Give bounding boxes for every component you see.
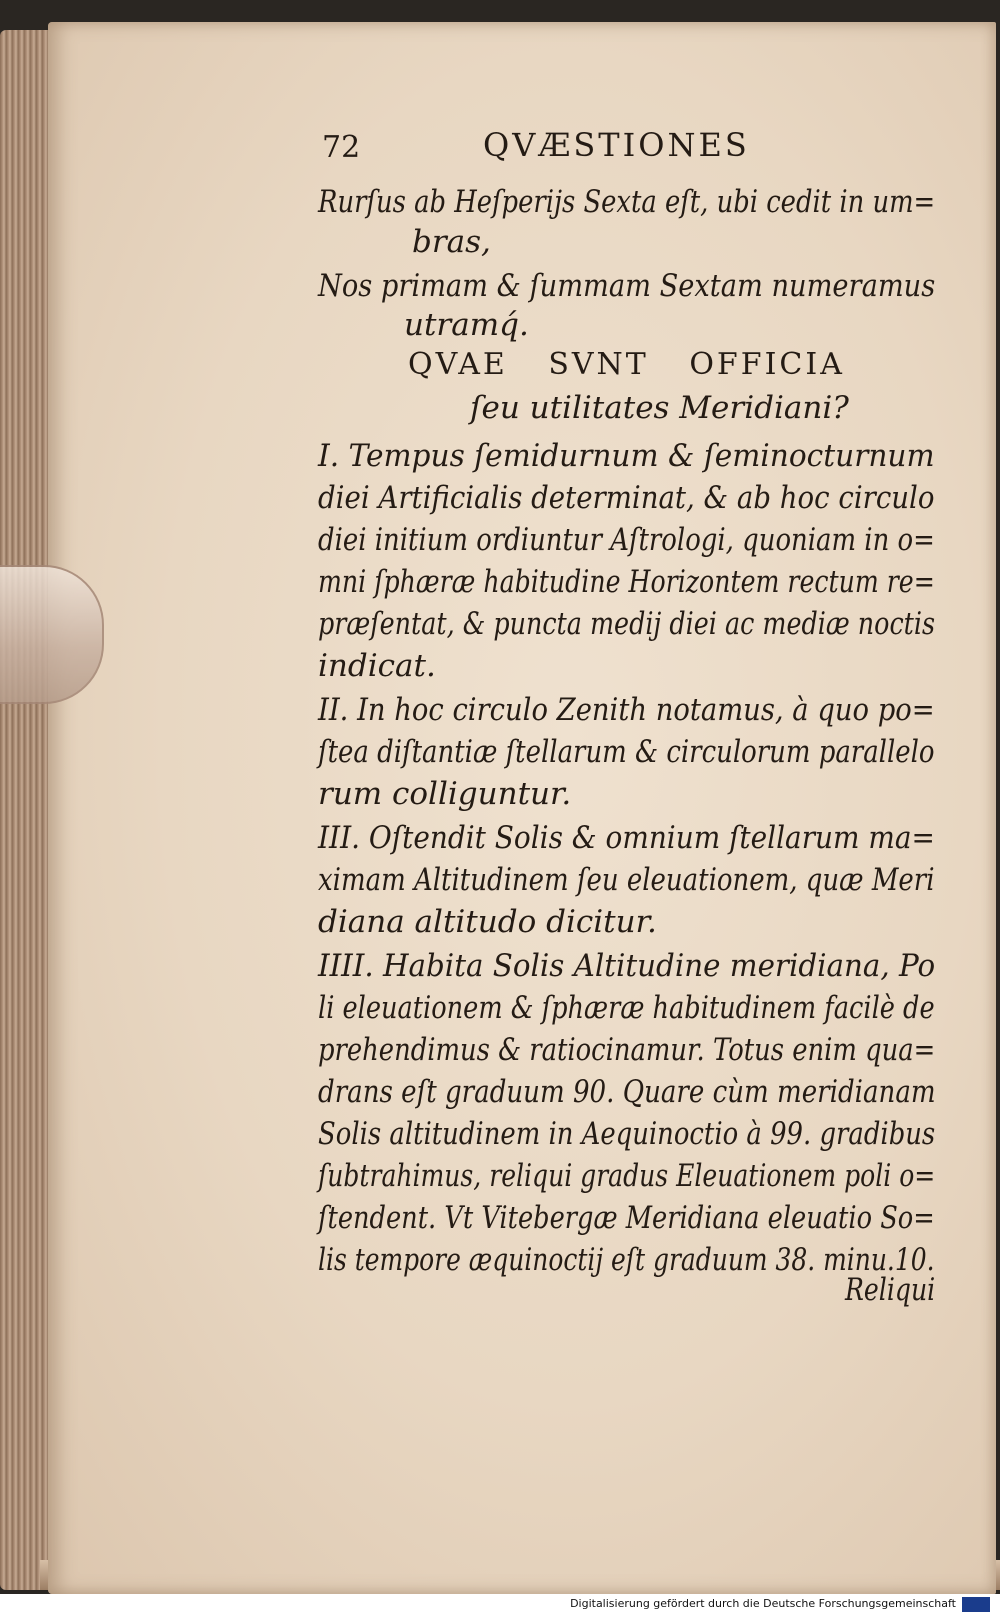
verse-line: bras, <box>412 224 491 260</box>
book-clamp <box>0 565 104 704</box>
body-line: IIII. Habita Solis Altitudine meridiana, Po <box>318 948 936 984</box>
catchword: Reliqui <box>845 1272 936 1308</box>
running-title: QVÆSTIONES <box>483 126 750 164</box>
body-line: mni ſphæræ habitudine Horizontem rectum re= <box>318 564 935 600</box>
body-line: drans eſt graduum 90. Quare cùm meridianam <box>318 1074 936 1110</box>
body-line: II. In hoc circulo Zenith notamus, à quo po= <box>318 692 935 728</box>
body-line: prehendimus & ratiocinamur. Totus enim qua= <box>318 1032 936 1068</box>
verse-line: utramq́. <box>404 307 529 343</box>
funding-credit: Digitalisierung gefördert durch die Deutsche Forschungsgemeinschaft <box>570 1597 956 1610</box>
body-line: indicat. <box>318 648 436 684</box>
section-heading: QVAE SVNT OFFICIA <box>408 347 845 382</box>
body-line: li eleuationem & ſphæræ habitudinem facilè de <box>318 990 935 1026</box>
body-line: III. Oſtendit Solis & omnium ſtellarum ma= <box>318 820 935 856</box>
body-line: Solis altitudinem in Aequinoctio à 99. gradibus <box>318 1116 936 1152</box>
section-subheading: ſeu utilitates Meridiani? <box>470 390 849 426</box>
body-line: diana altitudo dicitur. <box>318 904 657 940</box>
page-number: 72 <box>322 130 361 165</box>
body-line: præſentat, & puncta medij diei ac mediæ noctis <box>318 606 936 642</box>
body-line: ſtea diſtantiæ ſtellarum & circulorum parallelo <box>318 734 935 770</box>
body-line: lis tempore æquinoctij eſt graduum 38. minu.10. <box>318 1242 935 1278</box>
body-line: ximam Altitudinem ſeu eleuationem, quæ Meri <box>318 862 935 898</box>
body-line: diei Artificialis determinat, & ab hoc circulo <box>318 480 935 516</box>
verse-line: Rurſus ab Heſperijs Sexta eſt, ubi cedit in um= <box>318 184 936 220</box>
body-line: ſtendent. Vt Vitebergæ Meridiana eleuatio So= <box>318 1200 935 1236</box>
body-line: diei initium ordiuntur Aſtrologi, quoniam in o= <box>318 522 935 558</box>
body-line: rum colliguntur. <box>318 776 572 812</box>
verse-line: Nos primam & ſummam Sextam numeramus <box>318 268 936 304</box>
body-line: I. Tempus ſemidurnum & ſeminocturnum <box>318 438 935 474</box>
dfg-logo-icon <box>962 1597 990 1612</box>
body-line: ſubtrahimus, reliqui gradus Eleuationem poli o= <box>318 1158 936 1194</box>
